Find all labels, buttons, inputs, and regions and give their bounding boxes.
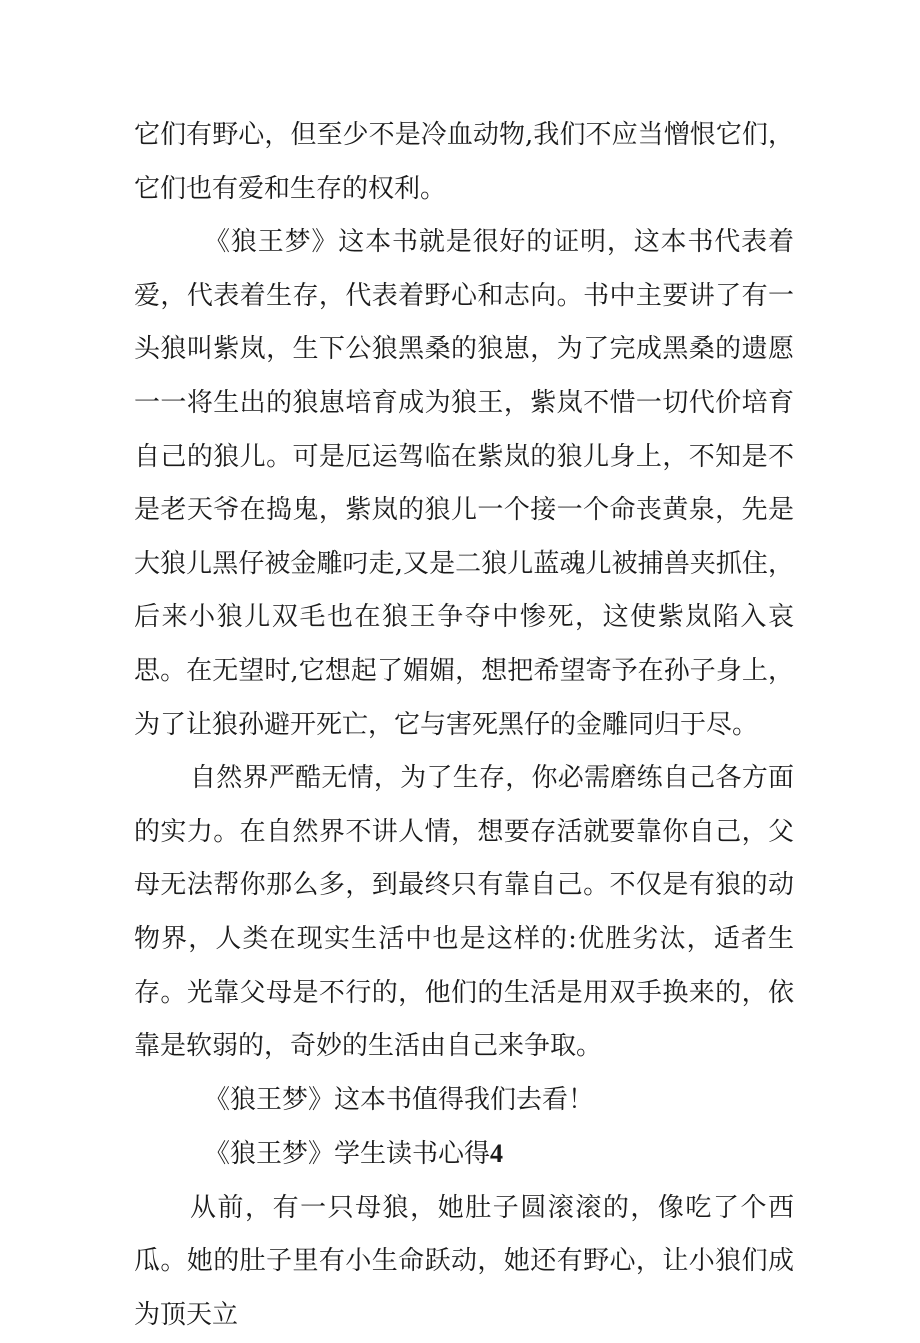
section-heading	[134, 1127, 794, 1182]
heading-text: 《狼王梦》学生读书心得	[204, 1139, 491, 1170]
document-body	[134, 109, 794, 1343]
paragraph-1: 它们有野心，但至少不是冷血动物,我们不应当憎恨它们，它们也有爱和生存的权利。	[134, 120, 794, 204]
paragraph-5: 从前，有一只母狼，她肚子圆滚滚的，像吃了个西瓜。她的肚子里有小生命跃动，她还有野心，让小狼们成为顶天立	[134, 1192, 794, 1331]
paragraph-2: 《狼王梦》这本书就是很好的证明，这本书代表着爱，代表着生存，代表着野心和志向。书中主要讲了有一头狼叫紫岚，生下公狼黑桑的狼崽，为了完成黑桑的遗愿一一将生出的狼崽培育成为狼王，紫岚不惜一切代价培育自己的狼儿。可是厄运驾临在紫岚的狼儿身上，不知是不是老天爷在捣鬼，紫岚的狼儿一个接一个命丧黄泉，先是大狼儿黑仔被金雕叼走,又是二狼儿蓝魂儿被捕兽夹抓住，后来小狼儿双毛也在狼王争夺中惨死，这使紫岚陷入哀思。在无望时,它想起了媚媚，想把希望寄予在孙子身上，为了让狼孙避开死亡，它与害死黑仔的金雕同归于尽。	[134, 227, 794, 740]
paragraph-3: 自然界严酷无情，为了生存，你必需磨练自己各方面的实力。在自然界不讲人情，想要存活就要靠你自己，父母无法帮你那么多，到最终只有靠自己。不仅是有狼的动物界，人类在现实生活中也是这样的:优胜劣汰，适者生存。光靠父母是不行的，他们的生活是用双手换来的，依靠是软弱的，奇妙的生活由自己来争取。	[134, 763, 794, 1062]
paragraph-4: 《狼王梦》这本书值得我们去看！	[204, 1084, 595, 1115]
heading-number: 4	[490, 1139, 504, 1169]
